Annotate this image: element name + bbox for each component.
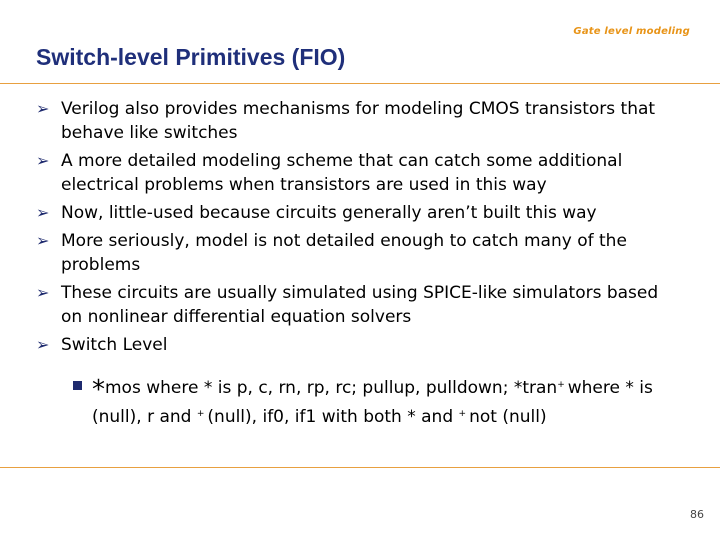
footer-divider xyxy=(0,467,720,468)
superscript-plus: + xyxy=(458,409,467,419)
page-number: 86 xyxy=(690,508,704,521)
arrow-bullet-icon: ➢ xyxy=(36,283,50,302)
superscript-plus: + xyxy=(557,380,565,390)
title-divider xyxy=(0,83,720,84)
arrow-bullet-icon: ➢ xyxy=(36,231,50,250)
sub-bullet-text-2: where * is (null), r and xyxy=(92,378,653,427)
bullet-item xyxy=(36,333,676,357)
sub-bullet-text-4: not (null) xyxy=(469,407,547,427)
bullet-text: More seriously, model is not detailed enough to catch many of the problems xyxy=(61,231,627,275)
sub-bullet-text-1: mos where * is p, c, rn, rp, rc; pullup, pulldown; *tran xyxy=(105,378,558,398)
bullet-text: Now, little-used because circuits generally aren’t built this way xyxy=(61,203,597,223)
header-tag: Gate level modeling xyxy=(573,26,690,37)
bullet-item xyxy=(36,149,676,197)
arrow-bullet-icon: ➢ xyxy=(36,335,50,354)
bullet-text: A more detailed modeling scheme that can catch some additional electrical problems when transistors are used in this way xyxy=(61,151,623,195)
slide-title: Switch-level Primitives (FIO) xyxy=(36,44,346,70)
bullet-text: Switch Level xyxy=(61,335,168,355)
bullet-text: Verilog also provides mechanisms for modeling CMOS transistors that behave like switches xyxy=(61,99,656,143)
bullet-list xyxy=(36,97,676,361)
arrow-bullet-icon: ➢ xyxy=(36,151,50,170)
arrow-bullet-icon: ➢ xyxy=(36,99,50,118)
sub-bullet-star: * xyxy=(92,375,105,405)
arrow-bullet-icon: ➢ xyxy=(36,203,50,222)
bullet-item xyxy=(36,201,676,225)
superscript-plus: + xyxy=(196,409,205,419)
bullet-item xyxy=(36,229,676,277)
sub-bullet xyxy=(92,372,692,430)
bullet-item xyxy=(36,281,676,329)
bullet-text: These circuits are usually simulated using SPICE-like simulators based on nonlinear differential equation solvers xyxy=(61,283,659,327)
sub-bullet-text-3: (null), if0, if1 with both * and xyxy=(207,407,454,427)
bullet-item xyxy=(36,97,676,145)
square-bullet-icon xyxy=(73,381,82,390)
